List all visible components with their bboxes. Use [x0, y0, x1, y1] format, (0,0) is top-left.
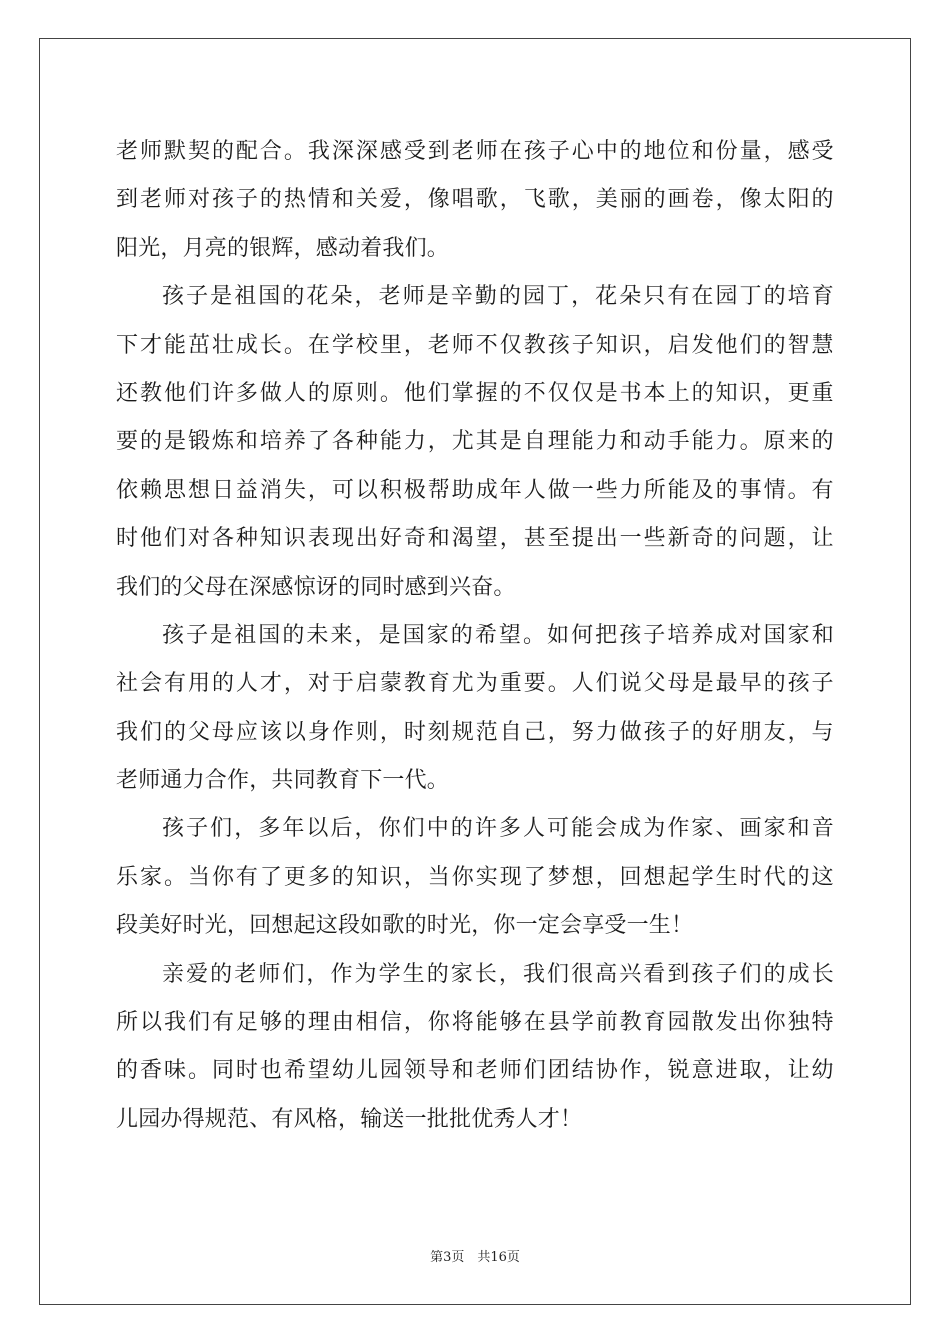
- text-line: 要 的 是 锻 炼 和 培 养 了 各 种 能 力 ， 尤 其 是 自 理 能 力 和 动 手 能 力 。 原 来 的: [116, 429, 834, 455]
- text-line: 孩 子 是 祖 国 的 未 来 ， 是 国 家 的 希 望 。 如 何 把 孩 子 培 养 成 对 国 家 和: [162, 622, 834, 648]
- text-line: 乐 家 。 当 你 有 了 更 多 的 知 识 ， 当 你 实 现 了 梦 想 ， 回 想 起 学 生 时 代 的 这: [116, 864, 834, 890]
- text-line: 到 老 师 对 孩 子 的 热 情 和 关 爱 ， 像 唱 歌 ， 飞 歌 ， 美 丽 的 画 卷 ， 像 太 阳 的: [116, 187, 834, 213]
- text-line: 孩 子 是 祖 国 的 花 朵 ， 老 师 是 辛 勤 的 园 丁 ， 花 朵 只 有 在 园 丁 的 培 育: [162, 284, 834, 310]
- text-line: 依 赖 思 想 日 益 消 失 ， 可 以 积 极 帮 助 成 年 人 做 一 些 力 所 能 及 的 事 情 。 有: [116, 477, 834, 503]
- text-line: 还 教 他 们 许 多 做 人 的 原 则 。 他 们 掌 握 的 不 仅 仅 是 书 本 上 的 知 识 ， 更 重: [116, 380, 834, 406]
- text-line: 时 他 们 对 各 种 知 识 表 现 出 好 奇 和 渴 望 ， 甚 至 提 出 一 些 新 奇 的 问 题 ， 让: [116, 526, 834, 552]
- page-footer: 第3页 共16页: [430, 1250, 520, 1265]
- document-body: [116, 128, 834, 1144]
- text-line: 社 会 有 用 的 人 才 ， 对 于 启 蒙 教 育 尤 为 重 要 。 人 们 说 父 母 是 最 早 的 孩 子: [116, 671, 834, 697]
- text-line: 阳光，月亮的银辉，感动着我们。: [116, 235, 450, 261]
- text-line: 段美好时光，回想起这段如歌的时光，你一定会享受一生！: [116, 913, 694, 939]
- text-line: 所 以 我 们 有 足 够 的 理 由 相 信 ， 你 将 能 够 在 县 学 前 教 育 园 散 发 出 你 独 特: [116, 1010, 834, 1036]
- text-line: 儿园办得规范、有风格，输送一批批优秀人才！: [116, 1106, 583, 1132]
- text-line: 老师通力合作，共同教育下一代。: [116, 768, 450, 794]
- text-line: 我们的父母在深感惊讶的同时感到兴奋。: [116, 574, 516, 600]
- text-line: 亲 爱 的 老 师 们 ， 作 为 学 生 的 家 长 ， 我 们 很 高 兴 看 到 孩 子 们 的 成 长: [162, 961, 834, 987]
- text-line: 孩 子 们 ， 多 年 以 后 ， 你 们 中 的 许 多 人 可 能 会 成 为 作 家 、 画 家 和 音: [162, 816, 834, 842]
- text-line: 下 才 能 茁 壮 成 长 。 在 学 校 里 ， 老 师 不 仅 教 孩 子 知 识 ， 启 发 他 们 的 智 慧: [116, 332, 834, 358]
- text-line: 老 师 默 契 的 配 合 。 我 深 深 感 受 到 老 师 在 孩 子 心 中 的 地 位 和 份 量 ， 感 受: [116, 139, 834, 164]
- text-line: 的 香 味 。 同 时 也 希 望 幼 儿 园 领 导 和 老 师 们 团 结 协 作 ， 锐 意 进 取 ， 让 幼: [116, 1058, 834, 1084]
- text-line: 我 们 的 父 母 应 该 以 身 作 则 ， 时 刻 规 范 自 己 ， 努 力 做 孩 子 的 好 朋 友 ， 与: [116, 719, 834, 745]
